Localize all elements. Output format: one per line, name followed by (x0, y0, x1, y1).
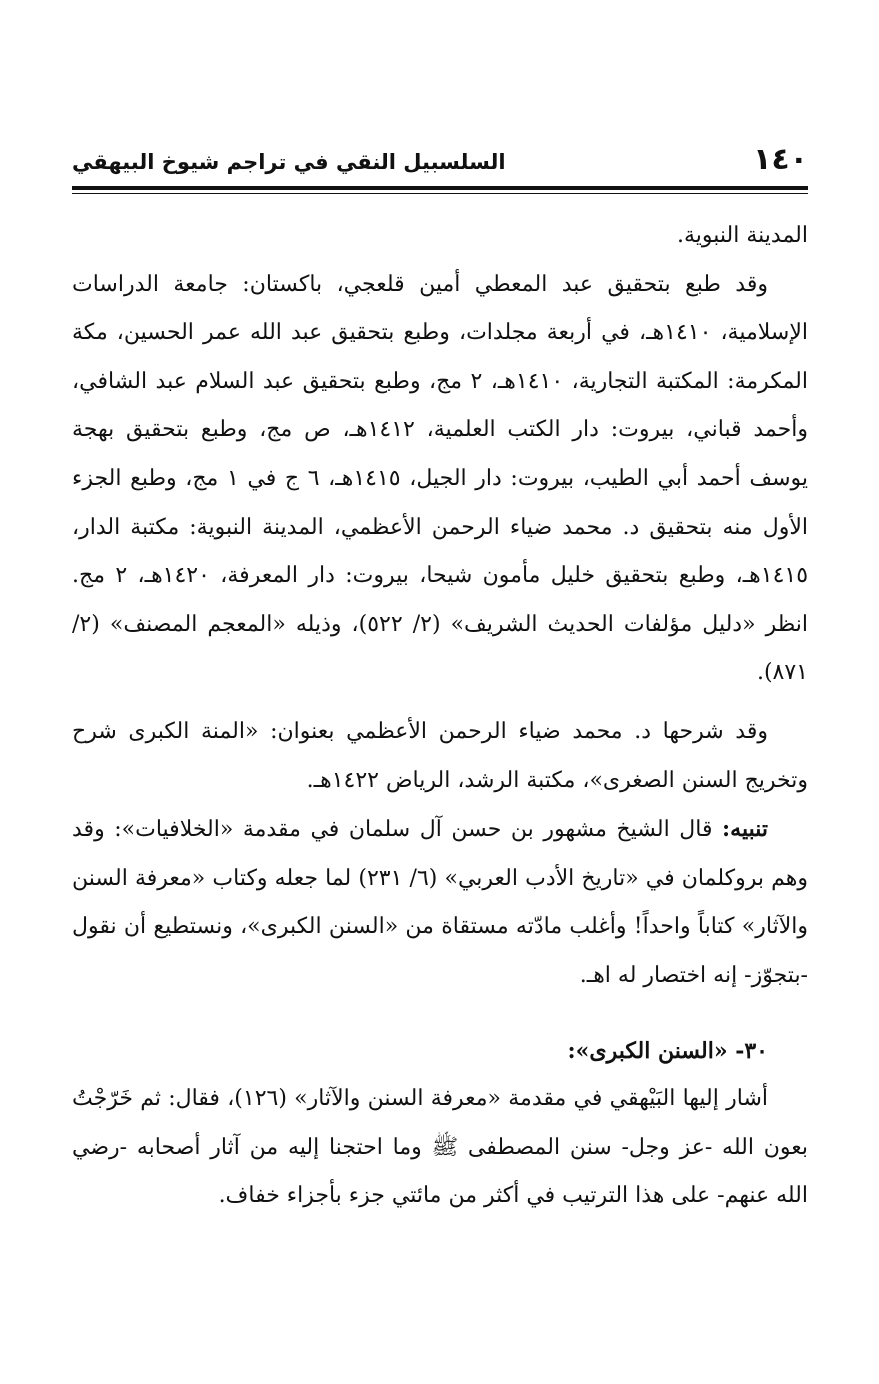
paragraph-4 (72, 805, 808, 1000)
paragraph-5: أشار إليها البَيْهقي في مقدمة «معرفة السنن والآثار» (١٢٦)، فقال: ثم خَرّجْتُ بعون الله -عز وجل- سنن المصطفى ﷺ وما احتجنا إليه من آثار أصحابه -رضي الله عنهم- على هذا الترتيب في أكثر من مائتي جزء بأجزاء خفاف. (72, 1086, 808, 1209)
page-number: ١٤٠ (753, 142, 808, 177)
page-header (72, 140, 808, 180)
header-rule-thin (72, 193, 808, 194)
note-label: تنبيه: (722, 816, 768, 843)
section-heading: ٣٠- «السنن الكبرى»: (567, 1037, 768, 1064)
running-title: السلسبيل النقي في تراجم شيوخ البيهقي (72, 150, 506, 174)
paragraph-3: وقد شرحها د. محمد ضياء الرحمن الأعظمي بعنوان: «المنة الكبرى شرح وتخريج السنن الصغرى»، مكتبة الرشد، الرياض ١٤٢٢هـ. (72, 718, 808, 793)
body-text (72, 212, 808, 1221)
header-rule-thick (72, 186, 808, 190)
paragraph-1: المدينة النبوية. (676, 223, 808, 248)
note-text: قال الشيخ مشهور بن حسن آل سلمان في مقدمة «الخلافيات»: وقد وهم بروكلمان في «تاريخ الأدب العربي» (٦/ ٢٣١) لما جعله وكتاب «معرفة السنن والآثار» كتاباً واحداً! وأغلب مادّته مستقاة من «السنن الكبرى»، ونستطيع أن نقول -بتجوّز- إنه اختصار له اهـ. (72, 817, 808, 988)
paragraph-2: وقد طبع بتحقيق عبد المعطي أمين قلعجي، باكستان: جامعة الدراسات الإسلامية، ١٤١٠هـ، في أربعة مجلدات، وطبع بتحقيق عبد الله عمر الحسين، مكة المكرمة: المكتبة التجارية، ١٤١٠هـ، ٢ مج، وطبع بتحقيق عبد السلام عبد الشافي، وأحمد قباني، بيروت: دار الكتب العلمية، ١٤١٢هـ، ص مج، وطبع بتحقيق بهجة يوسف أحمد أبي الطيب، بيروت: دار الجيل، ١٤١٥هـ، ٦ ج في ١ مج، وطبع الجزء الأول منه بتحقيق د. محمد ضياء الرحمن الأعظمي، المدينة النبوية: مكتبة الدار، ١٤١٥هـ، وطبع بتحقيق خليل مأمون شيحا، بيروت: دار المعرفة، ١٤٢٠هـ، ٢ مج. انظر «دليل مؤلفات الحديث الشريف» (٢/ ٥٢٢)، وذيله «المعجم المصنف» (٢/ ٨٧١). (72, 271, 809, 686)
